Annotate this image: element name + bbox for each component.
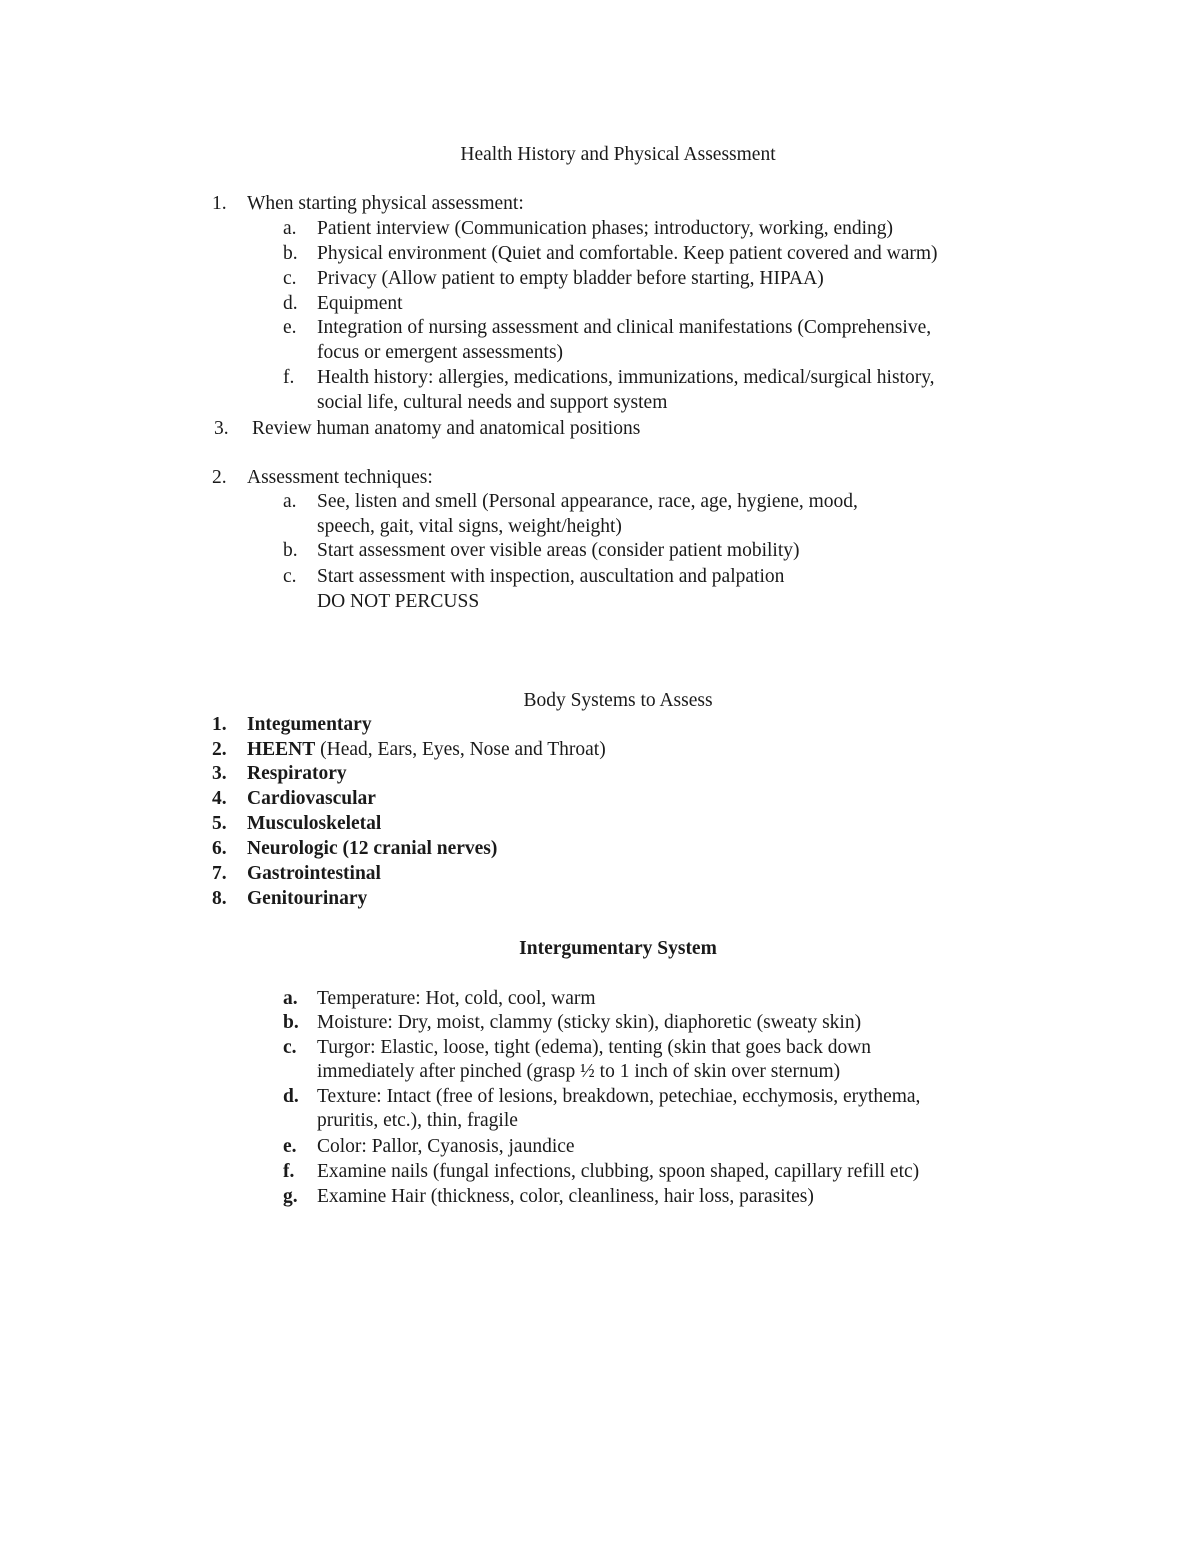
system-number: 4.	[212, 788, 227, 809]
list-marker: e.	[283, 1136, 297, 1157]
list-item: Examine nails (fungal infections, clubbing, spoon shaped, capillary refill etc)	[317, 1161, 920, 1182]
list-marker: c.	[283, 566, 297, 587]
section-3-number: 3.	[214, 418, 229, 439]
system-item	[247, 761, 347, 786]
system-item	[247, 712, 372, 737]
list-marker: f.	[283, 367, 295, 388]
list-item: See, listen and smell (Personal appearance, race, age, hygiene, mood,	[317, 491, 858, 512]
system-number: 5.	[212, 813, 227, 834]
list-item: Moisture: Dry, moist, clammy (sticky skin), diaphoretic (sweaty skin)	[317, 1012, 862, 1033]
list-item-continuation: immediately after pinched (grasp ½ to 1 inch of skin over sternum)	[317, 1061, 841, 1082]
list-marker: c.	[283, 1037, 297, 1058]
system-item	[247, 737, 606, 762]
list-item: Privacy (Allow patient to empty bladder before starting, HIPAA)	[317, 268, 824, 289]
list-item: Start assessment with inspection, auscultation and palpation	[317, 566, 785, 587]
list-marker: a.	[283, 218, 297, 239]
list-item: Temperature: Hot, cold, cool, warm	[317, 988, 596, 1009]
list-marker: c.	[283, 268, 297, 289]
list-item: Physical environment (Quiet and comfortable. Keep patient covered and warm)	[317, 243, 938, 264]
list-item-continuation: pruritis, etc.), thin, fragile	[317, 1110, 518, 1131]
system-label: Respiratory	[247, 763, 347, 784]
system-label: Integumentary	[247, 714, 372, 735]
list-item-continuation: social life, cultural needs and support system	[317, 392, 668, 413]
system-label: Cardiovascular	[247, 788, 376, 809]
list-marker: f.	[283, 1161, 295, 1182]
list-item: Turgor: Elastic, loose, tight (edema), tenting (skin that goes back down	[317, 1037, 872, 1058]
list-marker: d.	[283, 293, 298, 314]
system-item	[247, 836, 497, 861]
system-item	[247, 811, 381, 836]
system-item	[247, 786, 376, 811]
list-marker: b.	[283, 540, 298, 561]
system-number: 8.	[212, 888, 227, 909]
list-marker: d.	[283, 1086, 299, 1107]
section-3-heading: Review human anatomy and anatomical positions	[252, 418, 641, 439]
list-item: Patient interview (Communication phases; introductory, working, ending)	[317, 218, 894, 239]
list-marker: b.	[283, 243, 298, 264]
body-systems-title: Body Systems to Assess	[523, 690, 713, 711]
list-marker: a.	[283, 988, 298, 1009]
list-marker: e.	[283, 317, 297, 338]
list-item: Equipment	[317, 293, 403, 314]
system-number: 7.	[212, 863, 227, 884]
section-1-number: 1.	[212, 193, 227, 214]
system-label: Genitourinary	[247, 888, 368, 909]
system-item	[247, 861, 381, 886]
section-1-heading: When starting physical assessment:	[247, 193, 524, 214]
list-item: Integration of nursing assessment and clinical manifestations (Comprehensive,	[317, 317, 932, 338]
system-label: Musculoskeletal	[247, 813, 382, 834]
list-item: Texture: Intact (free of lesions, breakdown, petechiae, ecchymosis, erythema,	[317, 1086, 921, 1107]
system-item	[247, 886, 367, 911]
list-item: Color: Pallor, Cyanosis, jaundice	[317, 1136, 575, 1157]
system-label: Gastrointestinal	[247, 863, 381, 884]
list-marker: a.	[283, 491, 297, 512]
section-2-heading: Assessment techniques:	[247, 467, 433, 488]
system-number: 1.	[212, 714, 227, 735]
system-number: 6.	[212, 838, 227, 859]
list-item-continuation: focus or emergent assessments)	[317, 342, 564, 363]
list-item-continuation: DO NOT PERCUSS	[317, 591, 480, 612]
page-title: Health History and Physical Assessment	[460, 144, 776, 165]
system-label: HEENT	[247, 739, 316, 760]
list-item: Examine Hair (thickness, color, cleanliness, hair loss, parasites)	[317, 1186, 814, 1207]
list-item: Start assessment over visible areas (consider patient mobility)	[317, 540, 800, 561]
list-item: Health history: allergies, medications, immunizations, medical/surgical history,	[317, 367, 935, 388]
system-number: 2.	[212, 739, 227, 760]
section-2-number: 2.	[212, 467, 227, 488]
list-marker: g.	[283, 1186, 298, 1207]
system-label: Neurologic (12 cranial nerves)	[247, 838, 498, 859]
list-item-continuation: speech, gait, vital signs, weight/height)	[317, 516, 622, 537]
system-number: 3.	[212, 763, 227, 784]
list-marker: b.	[283, 1012, 299, 1033]
system-detail: (Head, Ears, Eyes, Nose and Throat)	[315, 739, 606, 760]
integumentary-title: Intergumentary System	[519, 938, 717, 959]
